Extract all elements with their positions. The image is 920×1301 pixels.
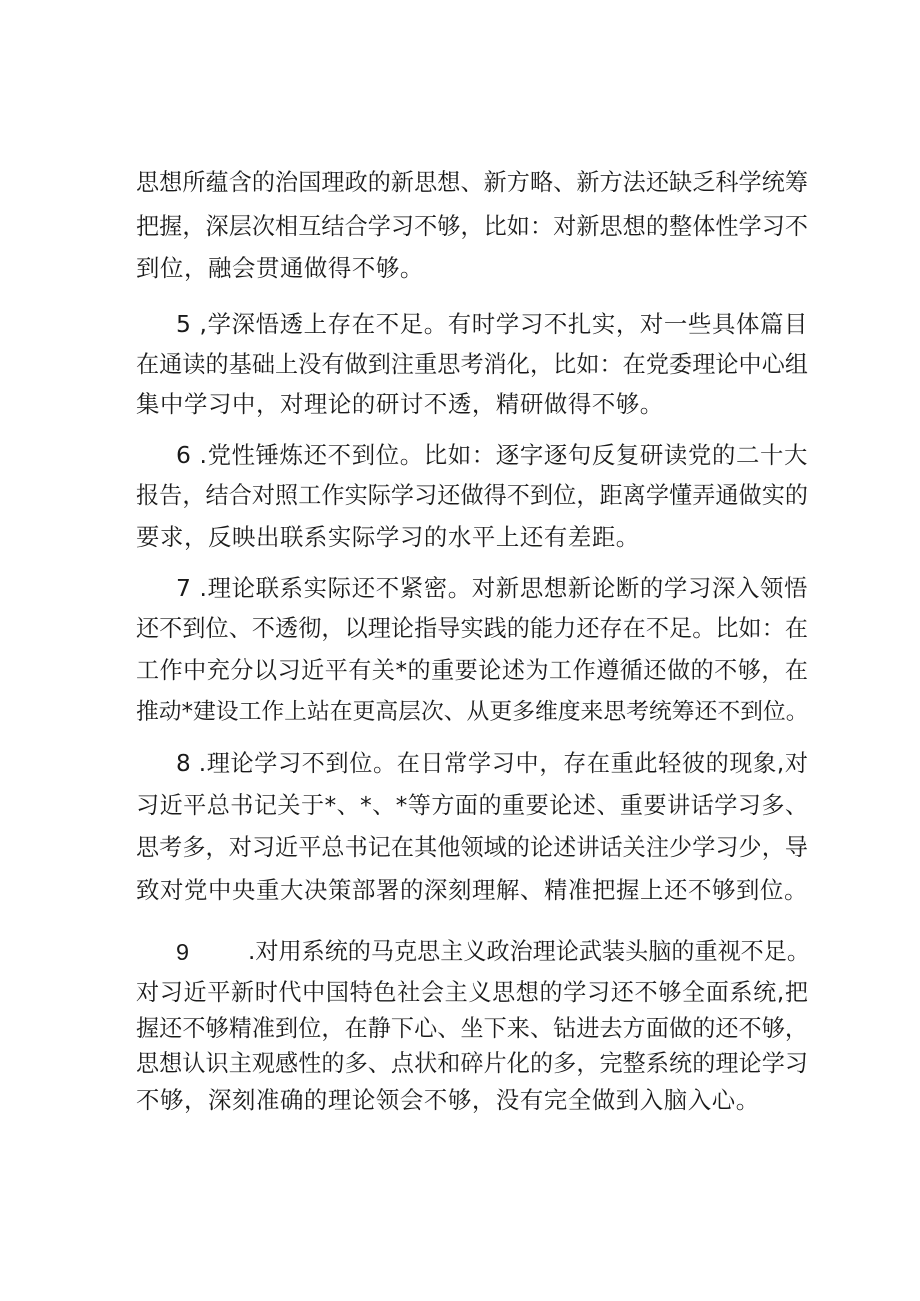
- item8-line-3: 思考多，对习近平总书记在其他领域的论述讲话关注少学习少，导: [136, 835, 808, 861]
- item7-line-1: 7 .理论联系实际还不紧密。对新思想新论断的学习深入领悟: [176, 574, 808, 602]
- item7-line-4: 推动*建设工作上站在更高层次、从更多维度来思考统筹还不到位。: [136, 699, 809, 725]
- item5-line-1: 5 ,学深悟透上存在不足。有时学习不扎实，对一些具体篇目: [176, 310, 808, 338]
- item8-line-1: 8 .理论学习不到位。在日常学习中，存在重此轻彼的现象,对: [176, 751, 808, 777]
- item9-line-4: 思想认识主观感性的多、点状和碎片化的多，完整系统的理论学习: [136, 1051, 808, 1077]
- item8-line-4: 致对党中央重大决策部署的深刻理解、精准把握上还不够到位。: [136, 876, 808, 904]
- item9-line-2: 对习近平新时代中国特色社会主义思想的学习还不够全面系统,把: [136, 980, 808, 1006]
- item5-line-2: 在通读的基础上没有做到注重思考消化，比如：在党委理论中心组: [136, 352, 808, 378]
- item6-line-2: 报告，结合对照工作实际学习还做得不到位，距离学懂弄通做实的: [136, 483, 808, 509]
- intro-line-3: 到位，融会贯通做得不够。: [136, 254, 424, 282]
- intro-line-2: 把握，深层次相互结合学习不够，比如：对新思想的整体性学习不: [136, 214, 808, 240]
- item9-number: 9: [176, 939, 190, 965]
- intro-line-1: 思想所蕴含的治国理政的新思想、新方略、新方法还缺乏科学统筹: [136, 170, 808, 196]
- item6-line-1: 6 .党性锤炼还不到位。比如：逐字逐句反复研读党的二十大: [176, 441, 808, 469]
- item9-line-5: 不够，深刻准确的理论领会不够，没有完全做到入脑入心。: [136, 1086, 760, 1114]
- item9-line-1: .对用系统的马克思主义政治理论武装头脑的重视不足。: [248, 939, 810, 965]
- item8-line-2: 习近平总书记关于*、*、*等方面的重要论述、重要讲话学习多、: [136, 793, 808, 819]
- item6-line-3: 要求，反映出联系实际学习的水平上还有差距。: [136, 523, 640, 551]
- item9-line-3: 握还不够精准到位，在静下心、坐下来、钻进去方面做的还不够，: [136, 1016, 808, 1042]
- item5-line-3: 集中学习中，对理论的研讨不透，精研做得不够。: [136, 390, 664, 418]
- item7-line-3: 工作中充分以习近平有关*的重要论述为工作遵循还做的不够，在: [136, 658, 808, 684]
- item7-line-2: 还不到位、不透彻，以理论指导实践的能力还存在不足。比如：在: [136, 616, 808, 642]
